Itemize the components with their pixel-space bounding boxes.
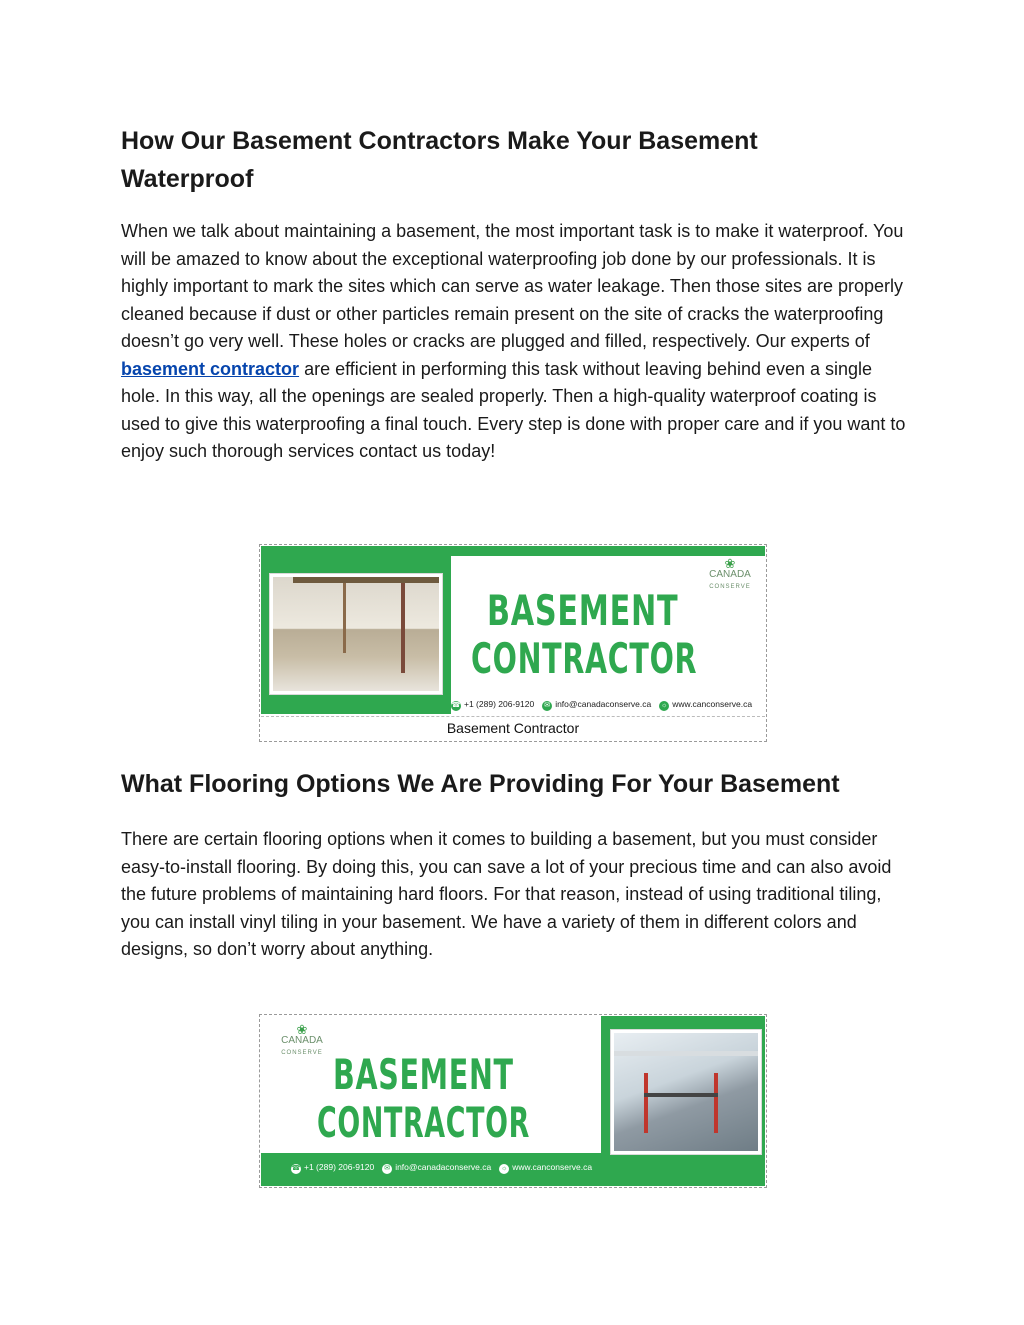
maple-leaf-icon: ❀ — [724, 556, 736, 571]
phone-icon: ☎ — [291, 1165, 301, 1172]
contact-email: info@canadaconserve.ca — [395, 1162, 492, 1172]
section-heading-flooring: What Flooring Options We Are Providing For Your Basement — [121, 770, 840, 798]
contact-phone: +1 (289) 206-9120 — [304, 1162, 375, 1172]
figure-caption: Basement Contractor — [446, 720, 580, 736]
banner-image-1 — [261, 546, 765, 717]
contact-row — [451, 699, 752, 711]
globe-icon: ☼ — [661, 702, 668, 709]
canada-conserve-logo — [697, 558, 763, 593]
banner-title-line2: CONTRACTOR — [471, 634, 698, 683]
logo-text-line1: CANADA — [281, 1035, 323, 1046]
basement-photo — [270, 574, 442, 694]
parking-garage-photo — [611, 1030, 761, 1154]
banner-image-2 — [261, 1016, 765, 1186]
globe-icon: ☼ — [501, 1165, 508, 1172]
flooring-paragraph: There are certain flooring options when it comes to building a basement, but you must consider easy-to-install flooring. By doing this, you can save a lot of your precious time and can also avoid the future problems of maintaining hard floors. For that reason, instead of using traditional tiling, you can install vinyl tiling in your basement. We have a variety of them in different colors and designs, so don’t worry about anything. — [121, 829, 892, 959]
contact-row — [291, 1162, 592, 1174]
logo-text-line2: CONSERVE — [281, 1050, 323, 1056]
canada-conserve-logo — [269, 1024, 335, 1059]
contact-phone: +1 (289) 206-9120 — [464, 699, 535, 709]
paragraph-text-start: When we talk about maintaining a basement, the most important task is to make it waterproof. You will be amazed to know about the exceptional waterproofing job done by our professionals. It is highly important to mark the sites which can serve as water leakage. Then those sites are properly cleaned because if dust or other particles remain present on the site of cracks the waterproofing doesn’t go very well. These holes or cracks are plugged and filled, respectively. Our experts of — [121, 221, 904, 351]
contact-website: www.canconserve.ca — [512, 1162, 593, 1172]
paragraph-text-end: are efficient in performing this task without leaving behind even a single hole. In this way, all the openings are sealed properly. Then a high-quality waterproof coating is used to give this waterproofing a final touch. Every step is done with proper care and if you want to enjoy such thorough services contact us today! — [121, 358, 906, 461]
logo-text-line2: CONSERVE — [709, 584, 751, 590]
contact-website: www.canconserve.ca — [672, 699, 753, 709]
maple-leaf-icon: ❀ — [296, 1022, 308, 1037]
section-heading-waterproof: How Our Basement Contractors Make Your Basement Waterproof — [121, 127, 758, 193]
phone-icon: ☎ — [451, 702, 461, 709]
email-icon: ✉ — [542, 701, 552, 711]
banner-top-stripe — [451, 546, 765, 556]
contact-email: info@canadaconserve.ca — [555, 699, 652, 709]
banner-title-line1: BASEMENT — [333, 1050, 514, 1099]
basement-contractor-link[interactable]: basement contractor — [121, 358, 300, 379]
figure-basement-contractor-1 — [259, 544, 767, 742]
banner-title-line2: CONTRACTOR — [317, 1098, 530, 1147]
logo-text-line1: CANADA — [709, 569, 751, 580]
banner-title-line1: BASEMENT — [487, 586, 679, 635]
email-icon: ✉ — [382, 1164, 392, 1174]
waterproof-paragraph — [121, 218, 911, 466]
figure-basement-contractor-2 — [259, 1014, 767, 1188]
